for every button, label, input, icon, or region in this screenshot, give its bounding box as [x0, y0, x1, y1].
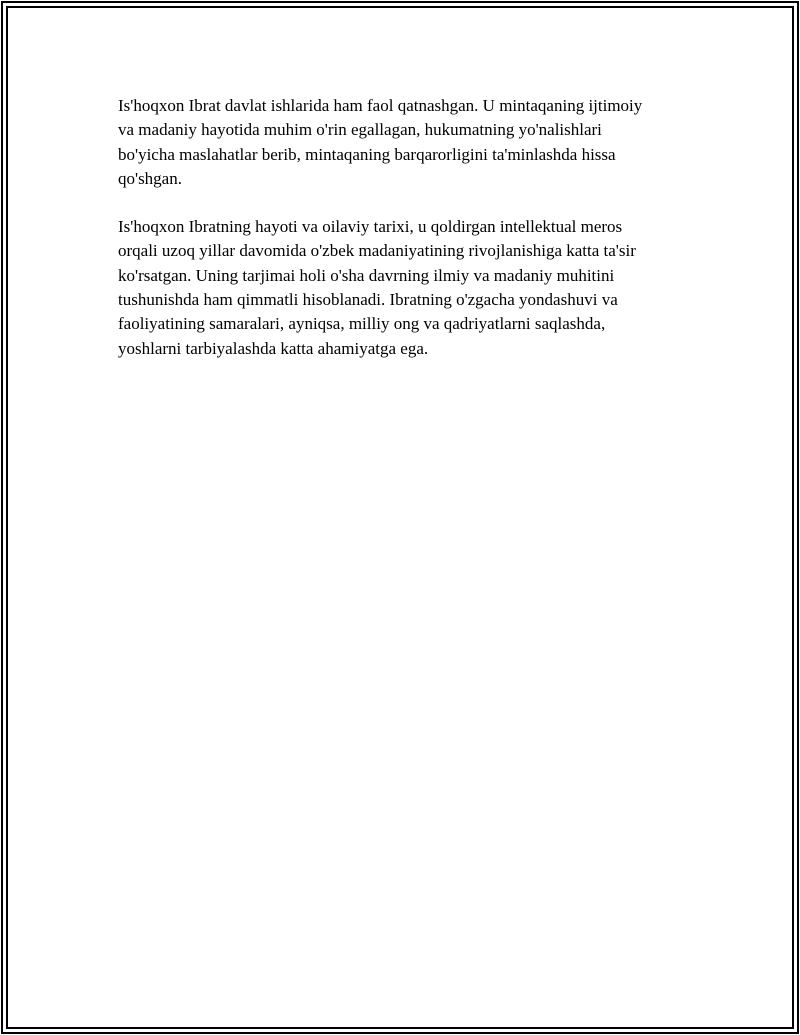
- text-line: Is'hoqxon Ibrat davlat ishlarida ham faol qatnashgan. U mintaqaning ijtimoiy: [118, 96, 643, 115]
- paragraph-2: [118, 215, 698, 361]
- text-line: Is'hoqxon Ibratning hayoti va oilaviy tarixi, u qoldirgan intellektual meros: [118, 217, 623, 237]
- document-body: [118, 94, 698, 385]
- text-line: ko'rsatgan. Uning tarjimai holi o'sha davrning ilmiy va madaniy muhitini: [118, 265, 615, 285]
- text-line: faoliyatining samaralari, ayniqsa, milliy ong va qadriyatlarni saqlashda,: [118, 314, 606, 334]
- text-line: yoshlarni tarbiyalashda katta ahamiyatga ega.: [118, 338, 429, 358]
- text-line: bo'yicha maslahatlar berib, mintaqaning barqarorligini ta'minlashda hissa: [118, 144, 616, 164]
- text-line: tushunishda ham qimmatli hisoblanadi. Ibratning o'zgacha yondashuvi va: [118, 290, 618, 310]
- text-line: orqali uzoq yillar davomida o'zbek madaniyatining rivojlanishiga katta ta'sir: [118, 241, 636, 261]
- text-line: qo'shgan.: [118, 168, 182, 188]
- paragraph-1: [118, 94, 698, 191]
- text-line: va madaniy hayotida muhim o'rin egallagan, hukumatning yo'nalishlari: [118, 120, 602, 140]
